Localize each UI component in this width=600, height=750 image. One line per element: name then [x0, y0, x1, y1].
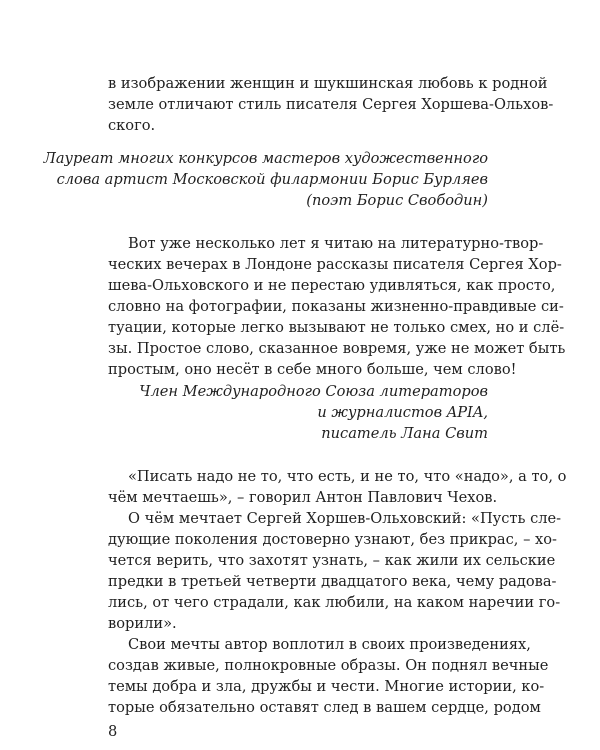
- attribution-line: и журналистов APIA,: [317, 404, 488, 421]
- text-line: чется верить, что захотят узнать, – как жили их сельские: [108, 552, 556, 569]
- text-line: торые обязательно оставят след в вашем сердце, родом: [108, 699, 541, 716]
- text-line: простым, оно несёт в себе много больше, чем слово!: [108, 361, 517, 378]
- text-line: земле отличают стиль писателя Сергея Хоршева-Ольхов-: [108, 96, 554, 113]
- text-line: О чём мечтает Сергей Хоршев-Ольховский: «Пусть сле-: [128, 510, 562, 527]
- text-line: ческих вечерах в Лондоне рассказы писателя Сергея Хор-: [108, 256, 562, 273]
- text-line: в изображении женщин и шукшинская любовь к родной: [108, 75, 548, 92]
- text-line: чём мечтаешь», – говорил Антон Павлович Чехов.: [108, 489, 498, 506]
- text-line: шева-Ольховского и не перестаю удивляться, как просто,: [108, 277, 556, 294]
- text-line: дующие поколения достоверно узнают, без прикрас, – хо-: [108, 531, 557, 548]
- text-line: словно на фотографии, показаны жизненно-правдивые си-: [108, 298, 564, 315]
- text-line: темы добра и зла, дружбы и чести. Многие истории, ко-: [108, 678, 545, 695]
- attribution-line: Член Международного Союза литераторов: [139, 383, 488, 400]
- attribution-line: слова артист Московской филармонии Борис Бурляев: [56, 171, 488, 188]
- text-line: ского.: [108, 117, 156, 134]
- text-line: «Писать надо не то, что есть, и не то, что «надо», а то, о: [128, 468, 567, 485]
- page-number: 8: [108, 723, 118, 740]
- attribution-line: Лауреат многих конкурсов мастеров художественного: [43, 150, 488, 167]
- text-line: предки в третьей четверти двадцатого века, чему радова-: [108, 573, 557, 590]
- text-line: Вот уже несколько лет я читаю на литературно-твор-: [128, 235, 544, 252]
- attribution-line: (поэт Борис Свободин): [306, 192, 488, 209]
- text-line: лись, от чего страдали, как любили, на каком наречии го-: [108, 594, 561, 611]
- text-line: создав живые, полнокровные образы. Он поднял вечные: [108, 657, 549, 674]
- attribution-line: писатель Лана Свит: [321, 425, 488, 442]
- text-line: ворили».: [108, 615, 177, 632]
- text-line: Свои мечты автор воплотил в своих произведениях,: [128, 636, 531, 653]
- text-line: туации, которые легко вызывают не только смех, но и слё-: [108, 319, 565, 336]
- text-line: зы. Простое слово, сказанное вовремя, уже не может быть: [108, 340, 566, 357]
